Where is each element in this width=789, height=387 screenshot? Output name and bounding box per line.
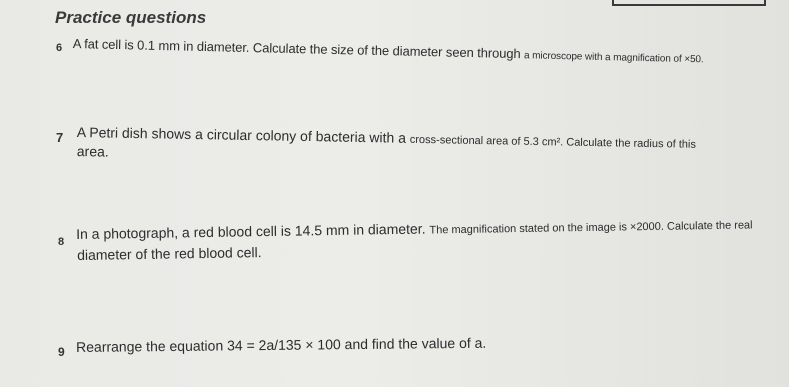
question-number: 6 <box>56 42 63 54</box>
question-number: 8 <box>58 236 65 248</box>
top-border-line <box>612 0 766 6</box>
question-text <box>77 124 696 151</box>
question-text-main: A Petri dish shows a circular colony of bacteria with a <box>76 124 407 146</box>
question-number: 7 <box>56 130 64 145</box>
question-text <box>73 36 704 65</box>
question-text-small: a microscope with a magnification of ×50. <box>523 50 704 66</box>
question-text-small: cross-sectional area of 5.3 cm². Calculate the radius of this <box>409 133 697 151</box>
question-text-main: A fat cell is 0.1 mm in diameter. Calculate the size of the diameter seen through <box>72 36 521 62</box>
question-text: Rearrange the equation 34 = 2a/135 × 100 and find the value of a. <box>76 334 487 355</box>
question-number: 9 <box>58 345 65 359</box>
page-heading: Practice questions <box>55 8 207 27</box>
question-text-small: The magnification stated on the image is ×2000. Calculate the real <box>429 219 753 237</box>
question-text-line2: diameter of the red blood cell. <box>77 244 262 263</box>
question-text <box>76 215 753 242</box>
question-text-line2: area. <box>76 143 109 160</box>
question-text-main: In a photograph, a red blood cell is 14.5 mm in diameter. <box>76 220 426 242</box>
